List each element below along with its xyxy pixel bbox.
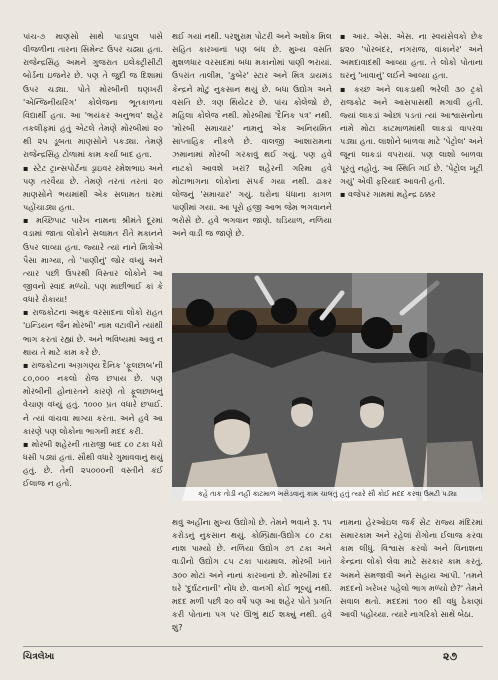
article-paragraph: નામના હેરઓઇલ જર્ક સેટ રાજ્ય મંદિરમાં સમારકામ અને રહેલાં રોગોના ઈલાજ કરવા કામ લીધું. વિશ્વાસ કરવો અને વિનાશના કેન્દ્રના લોકો લેવા માટે સરકાર કામ કરતું. અમને સમજાવી અને સહાય આપી. 'તમને મદદનો ખરેખર પહેલો ભાગ મળ્યો છે?' તેમને સવાલ થતો. મદદમાં ૧૦૦ થી વધુ ઠેકાણાં આવી પહોંચ્યા. ત્યારે નાગરિકો સાથે બેઠા. — [340, 517, 483, 620]
article-column-middle-top — [172, 30, 332, 270]
article-paragraph: ▪ મચ્છિપાટ પારેખ નામના શ્રીમંતે દૂરમાં વડામાં જાતા લોકોને સલામત રીતે મકાનને ઉપર લાવ્યા હતા. જ્યારે ત્યાં નાને મિત્રોએ પૈસા માગ્યા, તો 'પાણીનું' જોર વધ્યું અને ત્યાર પછી ઉપરથી વિસ્તાર લોકોને આ જીવનો સ્વાદ મળ્યો. પણ માછીભાઈ કાં કે વધારે રોકાયા! — [23, 215, 163, 305]
article-paragraph: થવું અહીંના મુખ્ય ઉદ્યોગો છે. તેમને ભવાને રૂ. ૧૫ કરોડનું નુકસાન થયું. કોમ્પ્રિક્ષા-ઉદ્યોગ ૮૦ ટકા નાશ પામ્યો છે. નળિયા ઉદ્યોગ ૭૧ ટકા અને વાડીનો ઉદ્યોગ ૮૫ ટકા પાયમાલ. મોરબી ખાતે ૩૦૦ મોટાં અને નાનાં કારખાનાં છે. મોરબીમાં દર ઘરે 'દુર્ઘટનાની' નોંધ છે. વાનગી કોઈ ભૂલ્યું નથી. મદદ મળી પછી ૨૦ વર્ષે પણ આ શહેર પોતે પ્રગતિ કરી પોતાના પગ પર ઊભું થઈ શક્યું નથી. હવે શું? — [172, 517, 332, 633]
article-paragraph: ▪ આર. એસ. એસ. ના સ્વયંસેવકો છેક ૪૨૦ 'પોરબંદર, નગરાજ, વાંકાનેર' અને અમદાવાદથી આવ્યા હતા. તે લોકો પોતાના ઘરનું 'ખાવાનું' લઈને આવ્યા હતા. — [340, 31, 483, 81]
article-paragraph: પાંચ-૭ માણસો સાથે પાડાપુલ પાસે વીજળીના તારના સિમેન્ટ ઉપર ચઢ્યા હતા. રાજેન્દ્રસિંહ અમને ગુજરાત ઇલેક્ટ્રીસીટી બોર્ડના ઇજનેર છે. પણ તે જુદી જ દિશામાં ઉપર ચડ્યા. પોતે મોરબીની ઘણખરી 'એન્જિનીયરિંગ' કોલેજના ભૂતકાળના વિદ્યાર્થી હતા. આ 'ભયંકર અનુભવ' શહેર તકલીફમાં હતું એટલે તેમણે મોરબીમાં ૨૦ થી ૨૫ ડૂબતા માણસોને પકડ્યા. તેમણે રાજેન્દ્રસિંહ ટોળામાં કામ કર્યા બાદ હતા. — [23, 31, 163, 160]
article-paragraph: ▪ રાજકોટના અગ્રગણ્ય દૈનિક 'ફૂલછાબ'ની ૮૦,૦૦૦ નકલો રોજ છપાય છે. પણ મોરબીની હોનારતને કારણે તો ફૂલછાબનું વેચાણ વધ્યું હતું. ૧૦૦૦ પ્રત વધારે છપાઈ. ને ત્યાં વાંચવા માગ્યા કરતા. અને હવે આ કારણે પણ લોકોના ભાગની મદદ કરી. — [23, 359, 163, 436]
article-paragraph: થઈ ગયાં નથી. પરશુરામ પોટરી અને અશોક મિલ સહિત કારખાનાં પણ બંધ છે. મુખ્ય વસતિ મુશળધાર વરસાદમાં બધા મકાનોમાં પાણી ભરાયાં. ઉપરાંત તાલીમ, 'કુબેર' સ્ટાર અને મિત્ર ડાયમંડ કેન્દ્રને મોટું નુકસાન થયું છે. બધા ઉદ્યોગ અને વસતિ છે. ત્રણ થિયેટર છે. પાંચ કોલેજો છે, મહિલા કોલેજ નથી. મોરબીમાં 'દૈનિક પત્ર' નથી. 'મોરબી સમાચાર' નામનું એક અનિયમિત સાપ્તાહિક નીકળે છે. વાલજી આશારામના ઝમાનામાં મોરબી ગરકાવું થઈ ગયું. પણ હવે નાટકો આવશે ખરાં? શહેરની ગરિમા હવે મોટાભાગના લોકોના સંપર્ક ગયા નથી. ઢાકર લોજનું 'સમાચાર' ગયું. ઘરોના ધંધાના કાગળ પાણીમાં ગયા. આ પૂરો હજી આભ જેમ ભગવાનને ભરોસે છે. હવે ભગવાન જાણે. ઘડિયાળ, નળિયા અને વાડી જ જાણે છે. — [172, 31, 332, 239]
crowd-photo — [172, 273, 483, 501]
article-paragraph: ▪ કચ્છ અને લાકડાથી ભરેલી ૩૦ ટ્રકો રાજકોટ અને આસપાસથી મગાવી હતી. જ્યાં લાકડાં ઓછાં પડતાં ત્યાં આશ્વાસનોના નામે મોટા કાટમાળમાંથી લાકડાં વાપરવા પડ્યા હતા. લાશોને બાળવા માટે 'પેટ્રોલ' અને જૂનાં લાકડાં વપરાયાં. પણ લાશો બાળવા પૂરતું નહોતું. આ સ્થિતિ ગઈ છે. 'પેટ્રોલ ખૂટી ગયું' એવી ફરિયાદ આવતી હતી. — [340, 83, 483, 186]
article-column-right-bottom — [340, 516, 483, 644]
article-paragraph: ▪ વજેપર ગામમાં મહેન્દ્ર ઠક્કર — [340, 188, 436, 199]
footer-divider — [23, 646, 483, 647]
article-paragraph: ▪ રાજકોટના અમુક વરસાદના લોકો રાહત 'ઇન્ડિયન જૈન મોરબી' નામ વટાવીને ત્યાંથી ભાગ કરતાં રહ્યાં છે. અને ભવિષ્યમાં આવું ન થાય તે માટે કામ કરે છે. — [23, 307, 163, 357]
article-column-middle-bottom — [172, 516, 332, 644]
article-paragraph: ▪ મોરબી શહેરની તારાજી બાદ ૮૦ ટકા ધરો ધસી પડ્યાં હતાં. સૌથી વધારે ગુમાવવાનું થયું હતું. છે. તેની ૨૫૦૦૦ની વસ્તીને કંઈ ઈલાજ ન હતો. — [23, 438, 163, 489]
magazine-name: ચિત્રલેખા — [23, 652, 55, 662]
article-column-right-top — [340, 30, 483, 270]
page-number: ૨૭ — [443, 650, 458, 663]
article-paragraph: ▪ સ્ટેટ ટ્રાન્સપોર્ટના ડ્રાઇવર રમેશભાઇ અને પણ તરવૈયા છે. તેમણે તરતાં તરતાં ૨૦ માણસોને ભયમાંથી એક સલામત ઘરમાં પહોંચાડ્યા હતા. — [23, 162, 163, 213]
article-column-left — [23, 30, 163, 645]
photo-caption: કહે તાક તોડી નહીં કાટમાળ ખસેડવાનું કામ ચાલતું હતું ત્યારે સૌ કોઈ મદદ કરવા ઉમટી પડ્યા — [172, 487, 483, 501]
